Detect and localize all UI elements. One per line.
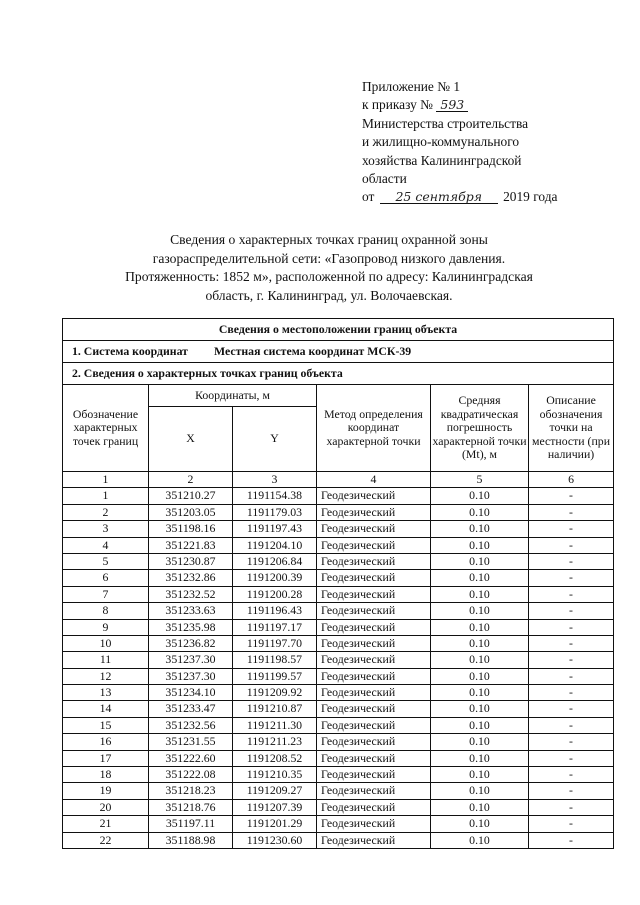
column-number: 2 xyxy=(149,472,233,488)
method-cell: Геодезический xyxy=(317,537,431,553)
coord-x-cell: 351198.16 xyxy=(149,521,233,537)
appendix-date-line xyxy=(362,188,632,206)
method-cell: Геодезический xyxy=(317,783,431,799)
mean-error-cell: 0.10 xyxy=(431,521,529,537)
table-row xyxy=(63,750,614,766)
point-number-cell: 21 xyxy=(63,816,149,832)
table-row xyxy=(63,652,614,668)
description-cell: - xyxy=(529,701,614,717)
mean-error-cell: 0.10 xyxy=(431,668,529,684)
point-number-cell: 11 xyxy=(63,652,149,668)
coord-y-cell: 1191230.60 xyxy=(233,832,317,848)
description-cell: - xyxy=(529,717,614,733)
description-cell: - xyxy=(529,586,614,602)
description-cell: - xyxy=(529,783,614,799)
appendix-title: Приложение № 1 xyxy=(362,79,461,94)
point-number-cell: 14 xyxy=(63,701,149,717)
method-cell: Геодезический xyxy=(317,652,431,668)
coord-x-cell: 351232.56 xyxy=(149,717,233,733)
method-cell: Геодезический xyxy=(317,701,431,717)
mean-error-cell: 0.10 xyxy=(431,685,529,701)
coord-x-cell: 351203.05 xyxy=(149,504,233,520)
table-row xyxy=(63,767,614,783)
table-title: Сведения о местоположении границ объекта xyxy=(63,319,614,341)
coord-y-cell: 1191206.84 xyxy=(233,553,317,569)
mean-error-cell: 0.10 xyxy=(431,652,529,668)
coord-x-cell: 351210.27 xyxy=(149,488,233,504)
table-row xyxy=(63,537,614,553)
mean-error-cell: 0.10 xyxy=(431,537,529,553)
coord-x-cell: 351222.60 xyxy=(149,750,233,766)
column-number: 4 xyxy=(317,472,431,488)
appendix-ministry-line-4: области xyxy=(362,171,407,187)
boundary-points-table xyxy=(62,318,614,849)
mean-error-cell: 0.10 xyxy=(431,734,529,750)
method-cell: Геодезический xyxy=(317,603,431,619)
coord-y-cell: 1191154.38 xyxy=(233,488,317,504)
coord-y-cell: 1191209.27 xyxy=(233,783,317,799)
col-header-y: Y xyxy=(233,407,317,472)
col-header-method: Метод определения координат характерной точки xyxy=(317,385,431,472)
mean-error-cell: 0.10 xyxy=(431,701,529,717)
method-cell: Геодезический xyxy=(317,750,431,766)
description-cell: - xyxy=(529,685,614,701)
coord-x-cell: 351237.30 xyxy=(149,652,233,668)
method-cell: Геодезический xyxy=(317,832,431,848)
coordinate-system-label: 1. Система координат xyxy=(72,343,188,358)
mean-error-cell: 0.10 xyxy=(431,750,529,766)
column-number: 6 xyxy=(529,472,614,488)
date-suffix: 2019 года xyxy=(503,189,558,205)
description-cell: - xyxy=(529,504,614,520)
mean-error-cell: 0.10 xyxy=(431,767,529,783)
description-cell: - xyxy=(529,619,614,635)
coord-y-cell: 1191204.10 xyxy=(233,537,317,553)
coord-x-cell: 351234.10 xyxy=(149,685,233,701)
col-header-description: Описание обозначения точки на местности (при наличии) xyxy=(529,385,614,472)
coord-x-cell: 351235.98 xyxy=(149,619,233,635)
method-cell: Геодезический xyxy=(317,553,431,569)
table-row xyxy=(63,619,614,635)
table-row xyxy=(63,685,614,701)
point-number-cell: 18 xyxy=(63,767,149,783)
point-number-cell: 5 xyxy=(63,553,149,569)
appendix-ministry-line-2: и жилищно-коммунального xyxy=(362,134,520,150)
col-header-x: X xyxy=(149,407,233,472)
table-row xyxy=(63,816,614,832)
coord-x-cell: 351233.47 xyxy=(149,701,233,717)
mean-error-cell: 0.10 xyxy=(431,570,529,586)
coord-x-cell: 351237.30 xyxy=(149,668,233,684)
appendix-ministry-line-3: хозяйства Калининградской xyxy=(362,152,522,168)
coord-y-cell: 1191201.29 xyxy=(233,816,317,832)
heading-line-1: Сведения о характерных точках границ охранной зоны xyxy=(170,232,488,247)
coord-y-cell: 1191211.23 xyxy=(233,734,317,750)
coord-x-cell: 351232.52 xyxy=(149,586,233,602)
point-number-cell: 10 xyxy=(63,635,149,651)
point-number-cell: 15 xyxy=(63,717,149,733)
description-cell: - xyxy=(529,668,614,684)
description-cell: - xyxy=(529,767,614,783)
coord-y-cell: 1191200.28 xyxy=(233,586,317,602)
table-row xyxy=(63,783,614,799)
coord-y-cell: 1191210.35 xyxy=(233,767,317,783)
point-number-cell: 3 xyxy=(63,521,149,537)
points-section-title: 2. Сведения о характерных точках границ объекта xyxy=(63,363,614,385)
coord-x-cell: 351197.11 xyxy=(149,816,233,832)
coord-y-cell: 1191200.39 xyxy=(233,570,317,586)
mean-error-cell: 0.10 xyxy=(431,586,529,602)
document-heading xyxy=(88,231,570,305)
coord-y-cell: 1191197.70 xyxy=(233,635,317,651)
point-number-cell: 20 xyxy=(63,799,149,815)
table-row xyxy=(63,586,614,602)
method-cell: Геодезический xyxy=(317,717,431,733)
coord-x-cell: 351218.23 xyxy=(149,783,233,799)
coord-y-cell: 1191210.87 xyxy=(233,701,317,717)
method-cell: Геодезический xyxy=(317,734,431,750)
column-number: 1 xyxy=(63,472,149,488)
mean-error-cell: 0.10 xyxy=(431,816,529,832)
coord-x-cell: 351188.98 xyxy=(149,832,233,848)
method-cell: Геодезический xyxy=(317,586,431,602)
date-prefix: от xyxy=(362,189,375,205)
table-row xyxy=(63,635,614,651)
col-header-point: Обозначение характерных точек границ xyxy=(63,385,149,472)
method-cell: Геодезический xyxy=(317,619,431,635)
method-cell: Геодезический xyxy=(317,635,431,651)
coord-y-cell: 1191211.30 xyxy=(233,717,317,733)
mean-error-cell: 0.10 xyxy=(431,619,529,635)
coord-x-cell: 351230.87 xyxy=(149,553,233,569)
coord-x-cell: 351218.76 xyxy=(149,799,233,815)
coord-x-cell: 351222.08 xyxy=(149,767,233,783)
coord-y-cell: 1191208.52 xyxy=(233,750,317,766)
point-number-cell: 9 xyxy=(63,619,149,635)
coord-y-cell: 1191199.57 xyxy=(233,668,317,684)
table-row xyxy=(63,734,614,750)
point-number-cell: 19 xyxy=(63,783,149,799)
method-cell: Геодезический xyxy=(317,799,431,815)
heading-line-2: газораспределительной сети: «Газопровод низкого давления. xyxy=(152,250,506,266)
coord-x-cell: 351231.55 xyxy=(149,734,233,750)
mean-error-cell: 0.10 xyxy=(431,504,529,520)
coord-y-cell: 1191197.43 xyxy=(233,521,317,537)
method-cell: Геодезический xyxy=(317,685,431,701)
method-cell: Геодезический xyxy=(317,816,431,832)
coord-y-cell: 1191209.92 xyxy=(233,685,317,701)
col-header-coords: Координаты, м xyxy=(149,385,317,407)
appendix-ministry-line-1: Министерства строительства xyxy=(362,115,529,131)
description-cell: - xyxy=(529,635,614,651)
coordinate-system-row xyxy=(63,341,614,363)
mean-error-cell: 0.10 xyxy=(431,603,529,619)
mean-error-cell: 0.10 xyxy=(431,553,529,569)
description-cell: - xyxy=(529,488,614,504)
column-number-row xyxy=(63,472,614,488)
description-cell: - xyxy=(529,603,614,619)
col-header-error: Средняя квадратическая погрешность характерной точки (Mt), м xyxy=(431,385,529,472)
description-cell: - xyxy=(529,799,614,815)
table-row xyxy=(63,504,614,520)
coord-y-cell: 1191196.43 xyxy=(233,603,317,619)
heading-line-3: Протяженность: 1852 м», расположенной по адресу: Калининградская xyxy=(125,269,533,285)
coord-y-cell: 1191179.03 xyxy=(233,504,317,520)
point-number-cell: 6 xyxy=(63,570,149,586)
mean-error-cell: 0.10 xyxy=(431,635,529,651)
point-number-cell: 7 xyxy=(63,586,149,602)
description-cell: - xyxy=(529,570,614,586)
appendix-order-line xyxy=(362,96,632,114)
coord-x-cell: 351233.63 xyxy=(149,603,233,619)
column-number: 3 xyxy=(233,472,317,488)
description-cell: - xyxy=(529,652,614,668)
table-row xyxy=(63,668,614,684)
table-row xyxy=(63,832,614,848)
table-row xyxy=(63,717,614,733)
table-row xyxy=(63,799,614,815)
coordinate-system-value: Местная система координат МСК-39 xyxy=(214,343,412,358)
coord-x-cell: 351236.82 xyxy=(149,635,233,651)
method-cell: Геодезический xyxy=(317,570,431,586)
coord-y-cell: 1191198.57 xyxy=(233,652,317,668)
coord-x-cell: 351221.83 xyxy=(149,537,233,553)
description-cell: - xyxy=(529,553,614,569)
point-number-cell: 2 xyxy=(63,504,149,520)
mean-error-cell: 0.10 xyxy=(431,717,529,733)
column-number: 5 xyxy=(431,472,529,488)
date-handwritten: 25 сентября xyxy=(380,190,498,204)
table-row xyxy=(63,570,614,586)
mean-error-cell: 0.10 xyxy=(431,832,529,848)
method-cell: Геодезический xyxy=(317,668,431,684)
mean-error-cell: 0.10 xyxy=(431,488,529,504)
method-cell: Геодезический xyxy=(317,488,431,504)
table-body xyxy=(63,488,614,849)
description-cell: - xyxy=(529,750,614,766)
method-cell: Геодезический xyxy=(317,521,431,537)
table-row xyxy=(63,488,614,504)
point-number-cell: 12 xyxy=(63,668,149,684)
description-cell: - xyxy=(529,537,614,553)
description-cell: - xyxy=(529,816,614,832)
point-number-cell: 22 xyxy=(63,832,149,848)
table-row xyxy=(63,521,614,537)
order-prefix: к приказу № xyxy=(362,97,433,113)
point-number-cell: 16 xyxy=(63,734,149,750)
point-number-cell: 1 xyxy=(63,488,149,504)
order-number-handwritten: 593 xyxy=(436,98,468,112)
coord-y-cell: 1191197.17 xyxy=(233,619,317,635)
point-number-cell: 17 xyxy=(63,750,149,766)
coord-y-cell: 1191207.39 xyxy=(233,799,317,815)
coord-x-cell: 351232.86 xyxy=(149,570,233,586)
description-cell: - xyxy=(529,521,614,537)
method-cell: Геодезический xyxy=(317,504,431,520)
point-number-cell: 13 xyxy=(63,685,149,701)
appendix-block xyxy=(362,78,632,207)
mean-error-cell: 0.10 xyxy=(431,783,529,799)
table-row xyxy=(63,553,614,569)
description-cell: - xyxy=(529,734,614,750)
description-cell: - xyxy=(529,832,614,848)
table-row xyxy=(63,701,614,717)
table-row xyxy=(63,603,614,619)
point-number-cell: 8 xyxy=(63,603,149,619)
method-cell: Геодезический xyxy=(317,767,431,783)
mean-error-cell: 0.10 xyxy=(431,799,529,815)
point-number-cell: 4 xyxy=(63,537,149,553)
heading-line-4: область, г. Калининград, ул. Волочаевская. xyxy=(205,287,453,303)
